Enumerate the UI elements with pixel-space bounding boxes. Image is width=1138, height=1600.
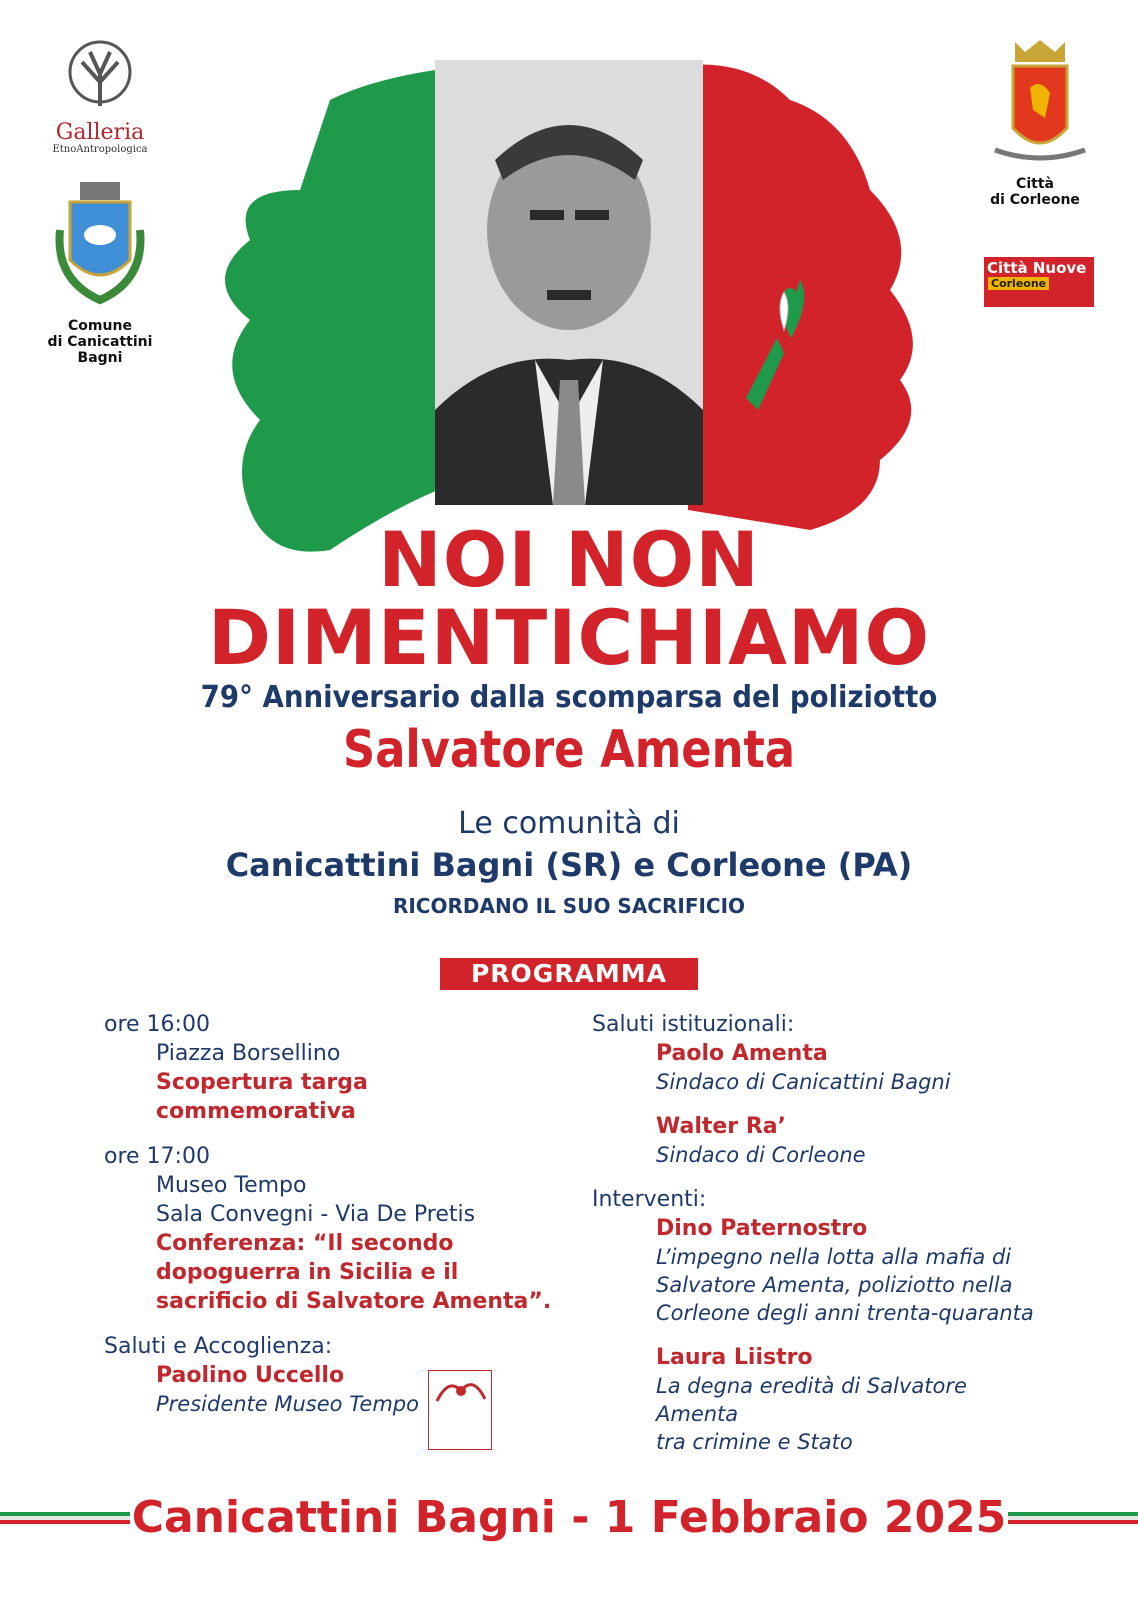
galleria-name: Galleria	[55, 120, 145, 145]
event-2-title: Conferenza: “Il secondo	[156, 1231, 454, 1256]
remember-line: RICORDANO IL SUO SACRIFICIO	[392, 894, 746, 918]
corleone-label	[960, 176, 1110, 208]
corleone-crest	[985, 38, 1095, 172]
program-heading: PROGRAMMA	[440, 958, 698, 990]
talk-2-desc: La degna eredità di Salvatore Amenta	[656, 1374, 967, 1426]
talk-2	[604, 1343, 1044, 1456]
honoree-name: Salvatore Amenta	[342, 720, 796, 780]
talk-1-desc: L’impegno nella lotta alla mafia di	[656, 1245, 1012, 1269]
event-1-place: Piazza Borsellino	[156, 1041, 341, 1066]
title-line-1: NOI NON	[378, 515, 760, 604]
tree-icon	[60, 36, 140, 116]
communities-intro: Le comunità di	[458, 806, 680, 841]
citta-nuove-logo	[984, 257, 1094, 307]
footer	[0, 1488, 1138, 1548]
speaker-1-name: Paolo Amenta	[656, 1041, 828, 1066]
event-2-title: sacrificio di Salvatore Amenta”.	[156, 1289, 552, 1314]
speaker-2-role: Sindaco di Corleone	[656, 1143, 866, 1167]
canicattini-crest	[40, 180, 160, 314]
talk-1-desc: Salvatore Amenta, poliziotto nella	[656, 1273, 1013, 1297]
speaker-2	[604, 1112, 1044, 1169]
anniversary-subtitle: 79° Anniversario dalla scomparsa del poliziotto	[200, 680, 938, 715]
event-2-time: ore 17:00	[104, 1144, 210, 1169]
speaker-1	[604, 1039, 1044, 1096]
title-line-2: DIMENTICHIAMO	[207, 593, 931, 682]
event-2-place: Sala Convegni - Via De Pretis	[156, 1202, 476, 1227]
speaker-1-role: Sindaco di Canicattini Bagni	[656, 1070, 951, 1094]
galleria-logo	[40, 36, 160, 155]
talk-2-name: Laura Liistro	[656, 1345, 813, 1370]
corleone-label-line: Città	[1016, 176, 1054, 192]
talk-1-name: Dino Paternostro	[656, 1216, 868, 1241]
talk-1-desc: Corleone degli anni trenta-quaranta	[656, 1301, 1034, 1325]
flag-green-stroke	[225, 70, 438, 552]
event-1-title: Scopertura targa	[156, 1070, 368, 1095]
event-2-title: dopoguerra in Sicilia e il	[156, 1260, 459, 1285]
talk-2-desc: tra crimine e Stato	[656, 1430, 853, 1454]
talks-label: Interventi:	[592, 1187, 707, 1212]
welcome-name: Paolino Uccello	[156, 1363, 345, 1388]
communities: Canicattini Bagni (SR) e Corleone (PA)	[225, 846, 913, 884]
program-left-column	[104, 1010, 574, 1434]
welcome-role: Presidente Museo Tempo	[156, 1392, 419, 1416]
footer-date-location: Canicattini Bagni - 1 Febbraio 2025	[131, 1492, 1007, 1543]
citta-nuove-subtitle: Corleone	[988, 277, 1049, 290]
greetings-label: Saluti istituzionali:	[592, 1012, 795, 1037]
comune-label-line: di Canicattini	[47, 334, 153, 350]
portrait-photo	[435, 60, 703, 505]
program-right-column	[592, 1010, 1044, 1472]
canicattini-label	[30, 318, 170, 366]
corleone-label-line: di Corleone	[990, 192, 1080, 208]
galleria-subtitle: EtnoAntropologica	[52, 144, 148, 155]
tricolor-ribbon-icon	[738, 270, 830, 420]
corleone-shield-icon	[985, 38, 1095, 168]
comune-label-line: Comune	[68, 318, 132, 334]
welcome	[104, 1332, 574, 1418]
citta-nuove-title: Città Nuove	[987, 259, 1087, 277]
speaker-2-name: Walter Ra’	[656, 1114, 786, 1139]
event-1-title: commemorativa	[156, 1099, 356, 1124]
welcome-label: Saluti e Accoglienza:	[104, 1334, 333, 1359]
event-2-place: Museo Tempo	[156, 1173, 307, 1198]
event-1	[104, 1010, 574, 1126]
museo-tempo-logo	[428, 1370, 492, 1450]
footer-tricolor-right	[1008, 1512, 1138, 1524]
event-2	[104, 1142, 574, 1316]
event-1-time: ore 16:00	[104, 1012, 210, 1037]
talk-1	[604, 1214, 1044, 1327]
museo-tempo-emblem-icon	[429, 1371, 491, 1411]
comune-label-line: Bagni	[77, 350, 123, 366]
canicattini-shield-icon	[50, 180, 150, 310]
